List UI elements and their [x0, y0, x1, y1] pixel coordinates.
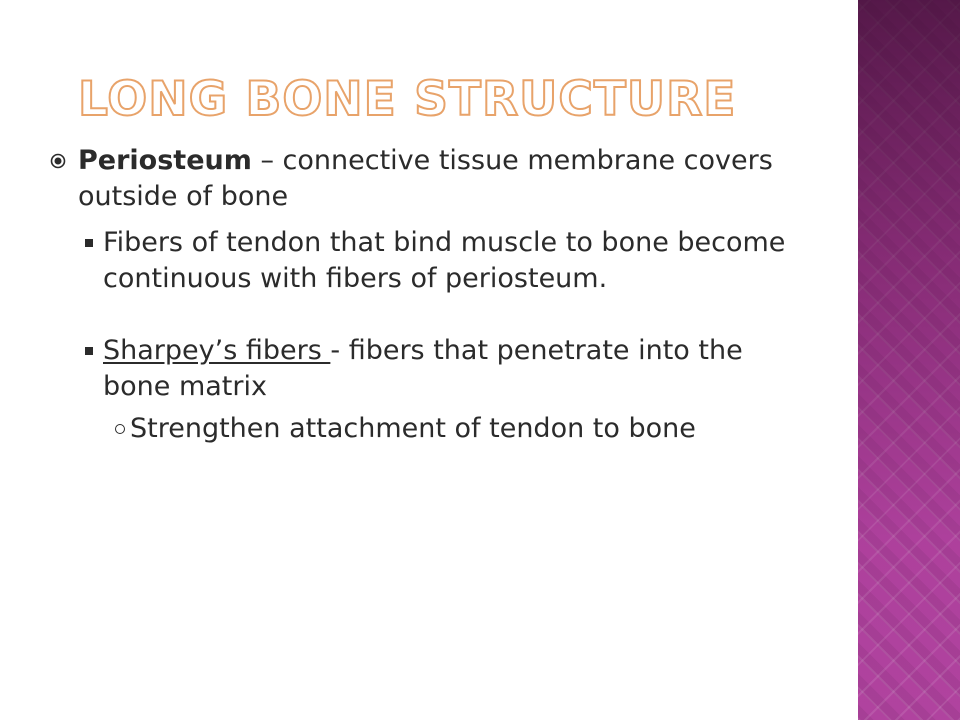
circle-bullet-icon — [115, 424, 125, 434]
bullet-tendon-fibers — [85, 225, 790, 297]
square-bullet-icon — [85, 239, 93, 247]
periosteum-definition: – connective tissue membrane covers outside of bone — [78, 145, 773, 212]
slide-content — [50, 143, 790, 447]
tendon-fibers-text: Fibers of tendon that bind muscle to bone become continuous with fibers of periosteum. — [103, 227, 786, 294]
sharpeys-fibers-term: Sharpey’s fibers — [103, 335, 331, 366]
slide-title: LONG BONE STRUCTURE — [78, 72, 737, 127]
bullet-sharpeys-fibers — [85, 333, 790, 405]
square-bullet-icon — [85, 347, 93, 355]
strengthen-attachment-text: Strengthen attachment of tendon to bone — [130, 413, 696, 444]
decorative-side-band — [858, 0, 960, 720]
periosteum-term: Periosteum — [78, 145, 252, 176]
bullet-strengthen-attachment — [85, 411, 790, 447]
target-bullet-icon — [50, 153, 66, 169]
bullet-periosteum — [50, 143, 790, 215]
sharpeys-fibers-definition: - fibers that penetrate into the bone matrix — [103, 335, 743, 402]
